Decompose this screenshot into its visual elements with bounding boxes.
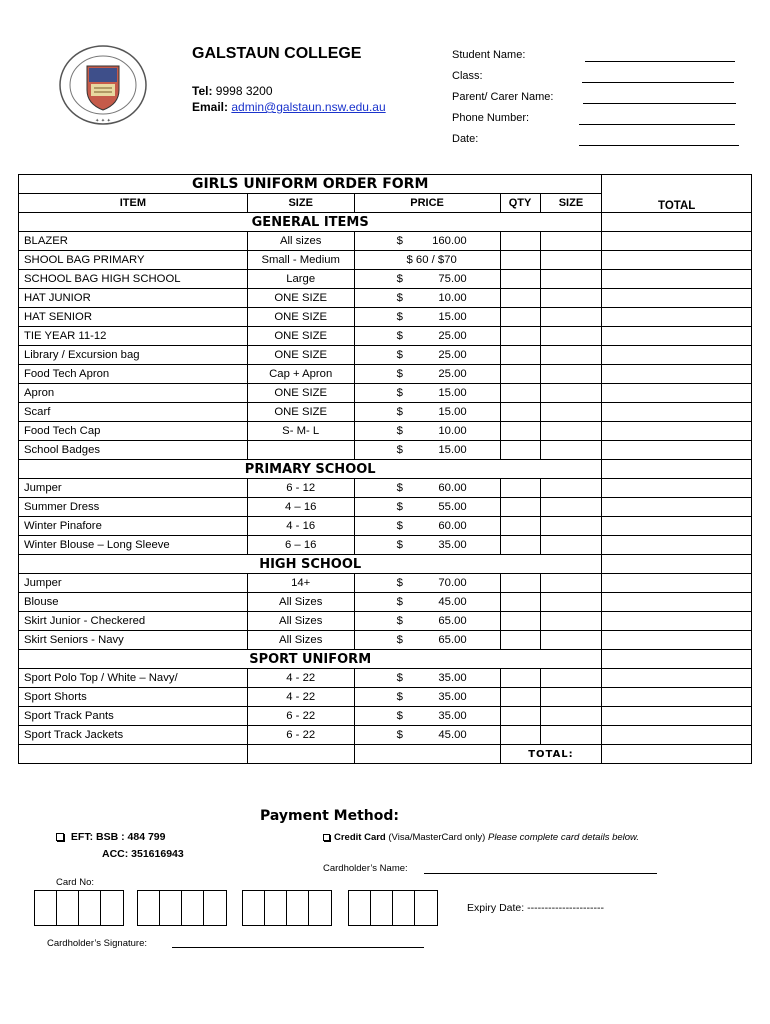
section-title: GENERAL ITEMS: [19, 213, 602, 232]
size-cell: Small - Medium: [247, 251, 354, 270]
table-row: [19, 669, 752, 688]
card-number-group-3[interactable]: [242, 890, 332, 926]
qty-cell[interactable]: [500, 232, 540, 251]
size-cell: 14+: [247, 574, 354, 593]
price-cell: [354, 479, 500, 498]
table-row: [19, 574, 752, 593]
size-cell: S- M- L: [247, 422, 354, 441]
size-choice-cell[interactable]: [540, 517, 602, 536]
currency-symbol: $: [396, 349, 403, 361]
price-value: 55.00: [438, 501, 467, 513]
price-cell: [354, 707, 500, 726]
table-row: [19, 365, 752, 384]
item-cell: Library / Excursion bag: [19, 346, 248, 365]
price-cell: [354, 498, 500, 517]
total-cell[interactable]: [602, 251, 752, 270]
size-choice-cell[interactable]: [540, 726, 602, 745]
qty-cell[interactable]: [500, 251, 540, 270]
college-crest-logo: [58, 44, 148, 126]
qty-cell[interactable]: [500, 365, 540, 384]
size-cell: ONE SIZE: [247, 403, 354, 422]
item-cell: Sport Track Jackets: [19, 726, 248, 745]
price-cell: [354, 593, 500, 612]
total-cell[interactable]: [602, 688, 752, 707]
total-cell[interactable]: [602, 631, 752, 650]
price-cell: [354, 631, 500, 650]
total-cell[interactable]: [602, 270, 752, 289]
size-cell: ONE SIZE: [247, 384, 354, 403]
size-choice-cell[interactable]: [540, 422, 602, 441]
size-choice-cell[interactable]: [540, 612, 602, 631]
size-cell: All Sizes: [247, 612, 354, 631]
size-choice-cell[interactable]: [540, 346, 602, 365]
currency-symbol: $: [396, 406, 403, 418]
price-value: 45.00: [438, 596, 467, 608]
item-cell: HAT JUNIOR: [19, 289, 248, 308]
total-cell[interactable]: [602, 365, 752, 384]
size-cell: Cap + Apron: [247, 365, 354, 384]
currency-symbol: $: [396, 691, 403, 703]
phone-number-label: Phone Number:: [452, 112, 530, 124]
total-cell[interactable]: [602, 536, 752, 555]
item-cell: Sport Shorts: [19, 688, 248, 707]
qty-cell[interactable]: [500, 346, 540, 365]
student-name-label: Student Name:: [452, 49, 526, 61]
class-label: Class:: [452, 70, 483, 82]
card-number-label: Card No:: [56, 877, 95, 888]
price-cell: [354, 422, 500, 441]
item-cell: Skirt Seniors - Navy: [19, 631, 248, 650]
card-number-group-4[interactable]: [348, 890, 438, 926]
currency-symbol: $: [396, 577, 403, 589]
size-cell: All sizes: [247, 232, 354, 251]
qty-cell[interactable]: [500, 669, 540, 688]
total-cell[interactable]: [602, 346, 752, 365]
currency-symbol: $: [396, 501, 403, 513]
grand-total-cell[interactable]: [602, 745, 752, 764]
size-cell: All Sizes: [247, 593, 354, 612]
qty-cell[interactable]: [500, 270, 540, 289]
price-value: 35.00: [438, 691, 467, 703]
table-row: [19, 479, 752, 498]
table-row: [19, 403, 752, 422]
grand-total-row: [19, 745, 752, 764]
credit-card-checkbox[interactable]: [323, 834, 330, 841]
total-cell[interactable]: [602, 289, 752, 308]
price-cell: [354, 536, 500, 555]
price-value: 60.00: [438, 520, 467, 532]
qty-cell[interactable]: [500, 536, 540, 555]
currency-symbol: $: [396, 444, 403, 456]
item-cell: TIE YEAR 11-12: [19, 327, 248, 346]
size-cell: 6 - 22: [247, 726, 354, 745]
email-link[interactable]: admin@galstaun.nsw.edu.au: [231, 100, 386, 114]
item-cell: Food Tech Cap: [19, 422, 248, 441]
price-value: 45.00: [438, 729, 467, 741]
size-choice-cell[interactable]: [540, 270, 602, 289]
price-cell: [354, 726, 500, 745]
qty-header: QTY: [500, 194, 540, 213]
table-row: [19, 688, 752, 707]
qty-cell[interactable]: [500, 726, 540, 745]
grand-total-label: TOTAL:: [500, 745, 602, 764]
parent-name-label: Parent/ Carer Name:: [452, 91, 554, 103]
currency-symbol: $: [396, 710, 403, 722]
card-number-group-2[interactable]: [137, 890, 227, 926]
payment-method-title: Payment Method:: [260, 808, 399, 824]
price-cell: [354, 441, 500, 460]
section-header-row: [19, 213, 752, 232]
qty-cell[interactable]: [500, 593, 540, 612]
credit-card-option[interactable]: Credit Card (Visa/MasterCard only) Please complete card details below.: [323, 832, 639, 843]
price-cell: [354, 346, 500, 365]
size-choice-cell[interactable]: [540, 403, 602, 422]
date-label: Date:: [452, 133, 479, 145]
size-choice-cell[interactable]: [540, 441, 602, 460]
total-cell[interactable]: [602, 327, 752, 346]
total-cell[interactable]: [602, 479, 752, 498]
item-cell: Winter Blouse – Long Sleeve: [19, 536, 248, 555]
student-name-field[interactable]: [585, 61, 735, 62]
qty-cell[interactable]: [500, 327, 540, 346]
cardholder-name-label: Cardholder’s Name:: [323, 863, 408, 874]
table-row: [19, 726, 752, 745]
class-field[interactable]: [582, 82, 734, 83]
qty-cell[interactable]: [500, 308, 540, 327]
table-row: [19, 232, 752, 251]
total-cell[interactable]: [602, 612, 752, 631]
size-cell: 4 - 22: [247, 688, 354, 707]
currency-symbol: $: [396, 634, 403, 646]
currency-symbol: $: [396, 425, 403, 437]
item-cell: Jumper: [19, 574, 248, 593]
table-row: [19, 631, 752, 650]
price-cell: [354, 365, 500, 384]
table-row: [19, 612, 752, 631]
price-value: 10.00: [438, 292, 467, 304]
currency-symbol: $: [396, 273, 403, 285]
item-cell: Summer Dress: [19, 498, 248, 517]
total-cell[interactable]: [602, 650, 752, 669]
section-header-row: [19, 650, 752, 669]
total-cell[interactable]: [602, 669, 752, 688]
expiry-date-field[interactable]: Expiry Date: ----------------------: [467, 902, 605, 914]
price-cell: [354, 384, 500, 403]
size-choice-cell[interactable]: [540, 707, 602, 726]
item-cell: Winter Pinafore: [19, 517, 248, 536]
table-row: [19, 517, 752, 536]
size-choice-cell[interactable]: [540, 688, 602, 707]
qty-cell[interactable]: [500, 631, 540, 650]
school-email: Email: admin@galstaun.nsw.edu.au: [192, 100, 386, 114]
price-cell: [354, 612, 500, 631]
price-header: PRICE: [354, 194, 500, 213]
qty-cell[interactable]: [500, 612, 540, 631]
size-cell: ONE SIZE: [247, 327, 354, 346]
size-cell: Large: [247, 270, 354, 289]
item-cell: Jumper: [19, 479, 248, 498]
section-header-row: [19, 460, 752, 479]
table-row: [19, 384, 752, 403]
table-row: [19, 327, 752, 346]
size-cell: ONE SIZE: [247, 289, 354, 308]
size-choice-cell[interactable]: [540, 479, 602, 498]
total-cell[interactable]: [602, 422, 752, 441]
size-choice-cell[interactable]: [540, 327, 602, 346]
price-cell: [354, 251, 500, 270]
school-phone: Tel: 9998 3200: [192, 84, 273, 98]
currency-symbol: $: [396, 672, 403, 684]
total-column-header: TOTAL: [602, 175, 752, 213]
size-choice-cell[interactable]: [540, 536, 602, 555]
price-value: 65.00: [438, 634, 467, 646]
price-cell: [354, 327, 500, 346]
size-choice-header: SIZE: [540, 194, 602, 213]
price-value: 25.00: [438, 349, 467, 361]
total-cell[interactable]: [602, 707, 752, 726]
total-cell[interactable]: [602, 460, 752, 479]
price-cell: [354, 403, 500, 422]
currency-symbol: $: [396, 292, 403, 304]
total-cell[interactable]: [602, 498, 752, 517]
total-cell[interactable]: [602, 726, 752, 745]
price-cell: [354, 669, 500, 688]
price-value: 160.00: [432, 235, 467, 247]
currency-symbol: $: [396, 311, 403, 323]
table-row: [19, 251, 752, 270]
eft-checkbox[interactable]: [56, 833, 64, 841]
price-value: 15.00: [438, 311, 467, 323]
price-value: 75.00: [438, 273, 467, 285]
size-choice-cell[interactable]: [540, 251, 602, 270]
section-title: PRIMARY SCHOOL: [19, 460, 602, 479]
item-cell: Scarf: [19, 403, 248, 422]
table-row: [19, 270, 752, 289]
price-value: $ 60 / $70: [406, 254, 457, 266]
price-value: 10.00: [438, 425, 467, 437]
size-cell: 4 - 22: [247, 669, 354, 688]
size-choice-cell[interactable]: [540, 308, 602, 327]
size-choice-cell[interactable]: [540, 631, 602, 650]
qty-cell[interactable]: [500, 688, 540, 707]
size-choice-cell[interactable]: [540, 365, 602, 384]
item-cell: Sport Polo Top / White – Navy/: [19, 669, 248, 688]
item-cell: Apron: [19, 384, 248, 403]
price-value: 35.00: [438, 539, 467, 551]
size-choice-cell[interactable]: [540, 574, 602, 593]
size-choice-cell[interactable]: [540, 498, 602, 517]
cardholder-name-field[interactable]: [424, 873, 657, 874]
qty-cell[interactable]: [500, 384, 540, 403]
price-value: 60.00: [438, 482, 467, 494]
price-value: 25.00: [438, 368, 467, 380]
size-choice-cell[interactable]: [540, 384, 602, 403]
total-cell[interactable]: [602, 441, 752, 460]
total-cell[interactable]: [602, 593, 752, 612]
parent-name-field[interactable]: [583, 103, 736, 104]
table-row: [19, 498, 752, 517]
qty-cell[interactable]: [500, 517, 540, 536]
size-cell: 4 – 16: [247, 498, 354, 517]
signature-field[interactable]: [172, 947, 424, 948]
currency-symbol: $: [396, 387, 403, 399]
section-header-row: [19, 555, 752, 574]
size-cell: 6 - 12: [247, 479, 354, 498]
item-cell: Food Tech Apron: [19, 365, 248, 384]
price-value: 35.00: [438, 710, 467, 722]
price-value: 15.00: [438, 444, 467, 456]
table-row: [19, 707, 752, 726]
item-cell: HAT SENIOR: [19, 308, 248, 327]
size-choice-cell[interactable]: [540, 669, 602, 688]
currency-symbol: $: [396, 615, 403, 627]
school-name: GALSTAUN COLLEGE: [192, 45, 362, 62]
table-row: [19, 422, 752, 441]
table-row: [19, 593, 752, 612]
qty-cell[interactable]: [500, 422, 540, 441]
account-number: ACC: 351616943: [102, 848, 184, 860]
total-cell[interactable]: [602, 213, 752, 232]
qty-cell[interactable]: [500, 707, 540, 726]
qty-cell[interactable]: [500, 574, 540, 593]
item-header: ITEM: [19, 194, 248, 213]
section-title: SPORT UNIFORM: [19, 650, 602, 669]
qty-cell[interactable]: [500, 479, 540, 498]
table-row: [19, 289, 752, 308]
item-cell: Skirt Junior - Checkered: [19, 612, 248, 631]
size-cell: ONE SIZE: [247, 346, 354, 365]
form-title: GIRLS UNIFORM ORDER FORM: [19, 175, 602, 194]
total-cell[interactable]: [602, 403, 752, 422]
currency-symbol: $: [396, 596, 403, 608]
price-value: 35.00: [438, 672, 467, 684]
price-cell: [354, 289, 500, 308]
currency-symbol: $: [396, 539, 403, 551]
total-cell[interactable]: [602, 384, 752, 403]
total-cell[interactable]: [602, 555, 752, 574]
table-row: [19, 441, 752, 460]
qty-cell[interactable]: [500, 498, 540, 517]
currency-symbol: $: [396, 482, 403, 494]
qty-cell[interactable]: [500, 441, 540, 460]
item-cell: SCHOOL BAG HIGH SCHOOL: [19, 270, 248, 289]
total-cell[interactable]: [602, 517, 752, 536]
price-cell: [354, 517, 500, 536]
size-choice-cell[interactable]: [540, 289, 602, 308]
currency-symbol: $: [396, 330, 403, 342]
phone-number-field[interactable]: [579, 124, 735, 125]
table-row: [19, 536, 752, 555]
currency-symbol: $: [396, 235, 403, 247]
price-value: 15.00: [438, 406, 467, 418]
table-row: [19, 308, 752, 327]
qty-cell[interactable]: [500, 289, 540, 308]
section-title: HIGH SCHOOL: [19, 555, 602, 574]
price-value: 25.00: [438, 330, 467, 342]
card-number-group-1[interactable]: [34, 890, 124, 926]
size-choice-cell[interactable]: [540, 593, 602, 612]
size-choice-cell[interactable]: [540, 232, 602, 251]
size-cell: All Sizes: [247, 631, 354, 650]
signature-label: Cardholder’s Signature:: [47, 938, 147, 949]
price-value: 65.00: [438, 615, 467, 627]
total-cell[interactable]: [602, 232, 752, 251]
price-cell: [354, 688, 500, 707]
currency-symbol: $: [396, 729, 403, 741]
size-cell: ONE SIZE: [247, 308, 354, 327]
item-cell: School Badges: [19, 441, 248, 460]
size-cell: 4 - 16: [247, 517, 354, 536]
qty-cell[interactable]: [500, 403, 540, 422]
item-cell: SHOOL BAG PRIMARY: [19, 251, 248, 270]
price-cell: [354, 270, 500, 289]
size-header: SIZE: [247, 194, 354, 213]
price-cell: [354, 232, 500, 251]
price-cell: [354, 308, 500, 327]
item-cell: Sport Track Pants: [19, 707, 248, 726]
table-row: [19, 346, 752, 365]
size-cell: 6 - 22: [247, 707, 354, 726]
order-table: [18, 174, 752, 764]
size-cell: 6 – 16: [247, 536, 354, 555]
total-cell[interactable]: [602, 308, 752, 327]
price-cell: [354, 574, 500, 593]
item-cell: Blouse: [19, 593, 248, 612]
eft-option[interactable]: EFT: BSB : 484 799: [56, 831, 165, 843]
currency-symbol: $: [396, 520, 403, 532]
item-cell: BLAZER: [19, 232, 248, 251]
price-value: 15.00: [438, 387, 467, 399]
svg-text:✦ ✦ ✦: ✦ ✦ ✦: [95, 118, 111, 124]
total-cell[interactable]: [602, 574, 752, 593]
currency-symbol: $: [396, 368, 403, 380]
size-cell: [247, 441, 354, 460]
price-value: 70.00: [438, 577, 467, 589]
date-field[interactable]: [579, 145, 739, 146]
